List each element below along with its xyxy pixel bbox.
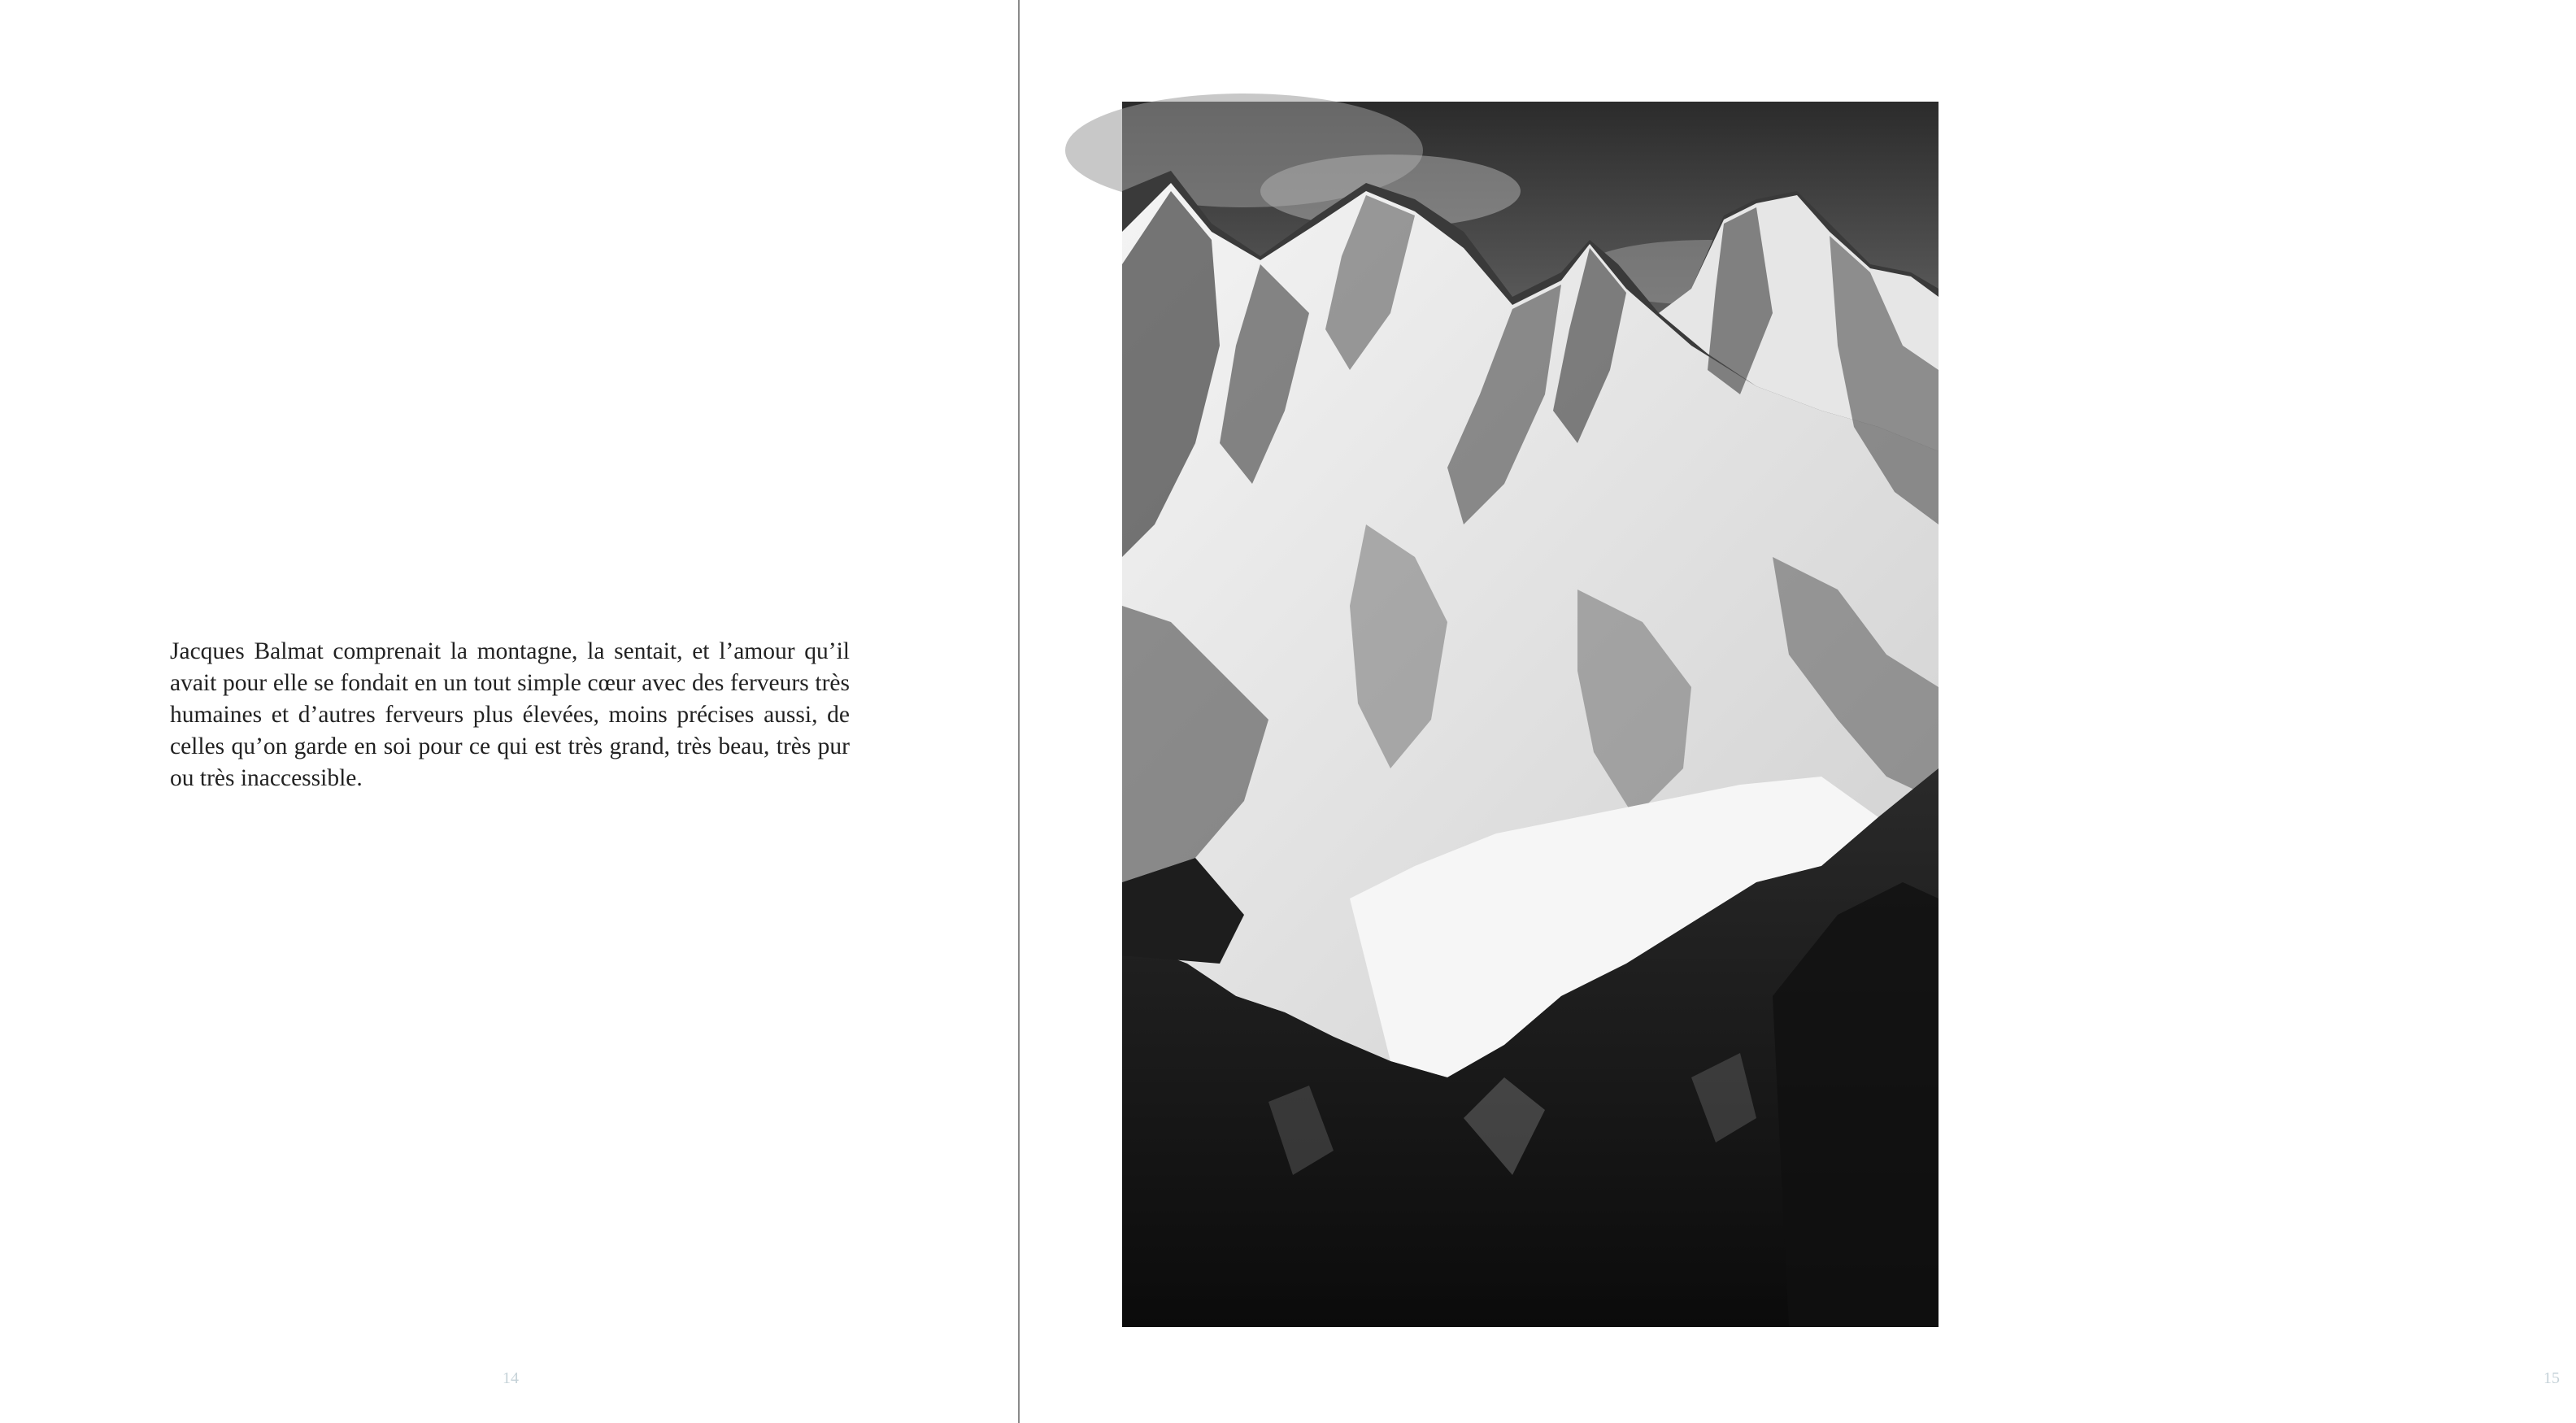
paragraph-line: Jacques Balmat comprenait la montagne, la sentait, et l’amour qu’il bbox=[170, 638, 850, 664]
paragraph-line: celles qu’on garde en soi pour ce qui est très grand, très beau, très pur bbox=[170, 733, 850, 759]
page-number-right: 15 bbox=[2543, 1369, 2560, 1387]
page-number-left: 14 bbox=[503, 1369, 519, 1387]
paragraph-line: avait pour elle se fondait en un tout simple cœur avec des ferveurs très bbox=[170, 670, 850, 696]
body-paragraph bbox=[170, 636, 850, 794]
mountain-photo bbox=[1122, 102, 1939, 1327]
paragraph-line: humaines et d’autres ferveurs plus élevées, moins précises aussi, de bbox=[170, 702, 850, 728]
left-page bbox=[0, 0, 1018, 1423]
mountain-photo-icon bbox=[1122, 102, 1939, 1327]
paragraph-line: ou très inaccessible. bbox=[170, 765, 363, 791]
